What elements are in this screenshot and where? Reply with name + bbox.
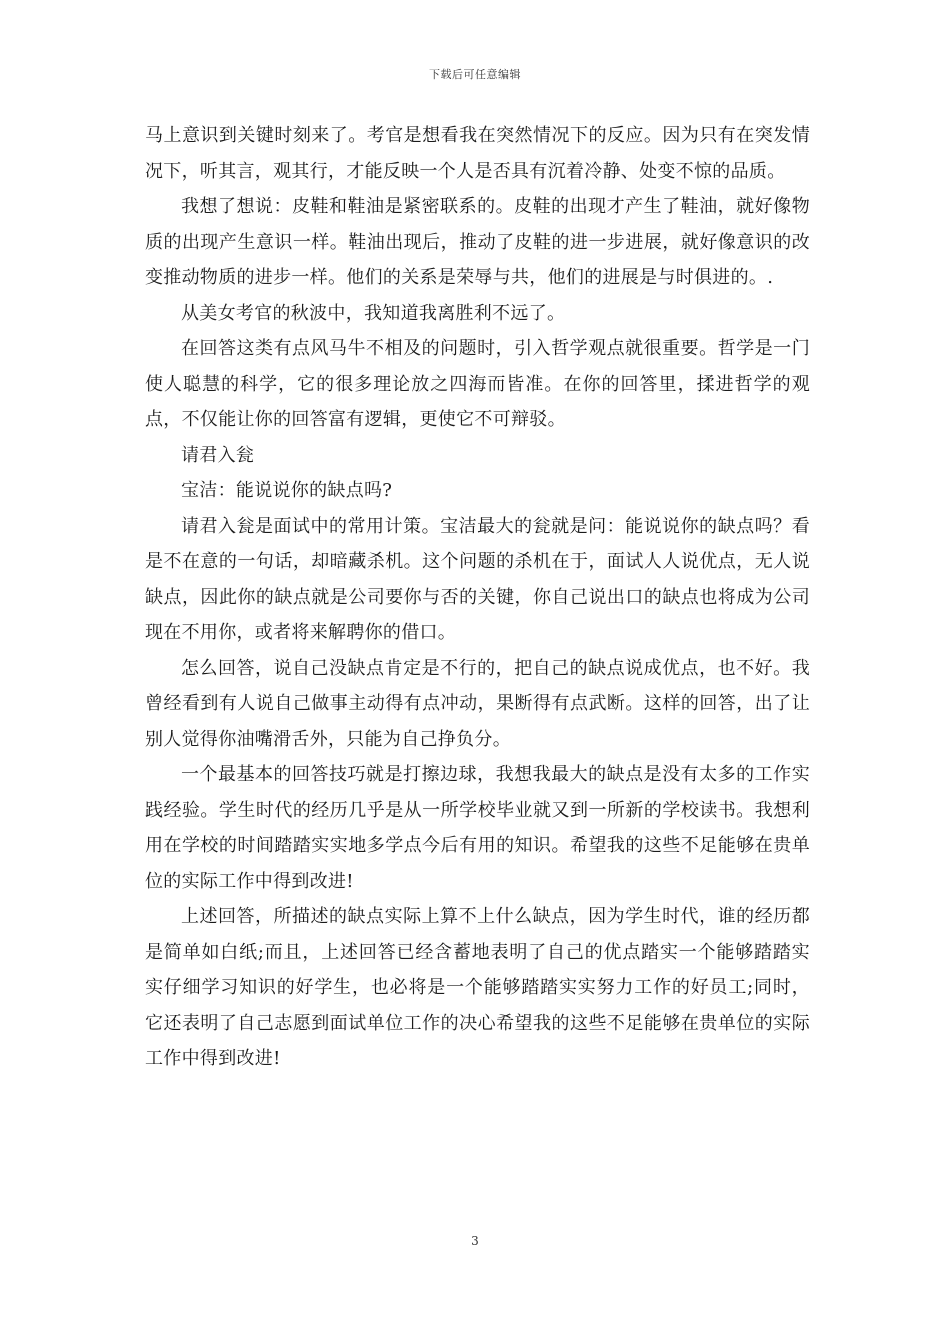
paragraph-3: 从美女考官的秋波中，我知道我离胜利不远了。 <box>181 302 566 324</box>
paragraph-9: 一个最基本的回答技巧就是打擦边球，我想我最大的缺点是没有太多的工作实践经验。学生时代的经历几乎是从一所学校毕业就又到一所新的学校读书。我想利用在学校的时间踏踏实实地多学点今后有用的知识。希望我的这些不足能够在贵单位的实际工作中得到改进! <box>145 764 810 892</box>
document-body <box>145 118 810 1077</box>
paragraph-2: 我想了想说：皮鞋和鞋油是紧密联系的。皮鞋的出现才产生了鞋油，就好像物质的出现产生意识一样。鞋油出现后，推动了皮鞋的进一步进展，就好像意识的改变推动物质的进步一样。他们的关系是荣辱与共，他们的进展是与时俱进的。. <box>145 196 810 288</box>
paragraph-7: 请君入瓮是面试中的常用计策。宝洁最大的瓮就是问：能说说你的缺点吗？看是不在意的一句话，却暗藏杀机。这个问题的杀机在于，面试人人说优点，无人说缺点，因此你的缺点就是公司要你与否的关键，你自己说出口的缺点也将成为公司现在不用你，或者将来解聘你的借口。 <box>145 515 810 643</box>
paragraph-8: 怎么回答，说自己没缺点肯定是不行的，把自己的缺点说成优点，也不好。我曾经看到有人说自己做事主动得有点冲动，果断得有点武断。这样的回答，出了让别人觉得你油嘴滑舌外，只能为自己挣负分。 <box>145 657 810 750</box>
paragraph-4: 在回答这类有点风马牛不相及的问题时，引入哲学观点就很重要。哲学是一门使人聪慧的科学，它的很多理论放之四海而皆准。在你的回答里，揉进哲学的观点，不仅能让你的回答富有逻辑，更使它不可辩驳。 <box>145 338 810 430</box>
section-heading: 请君入瓮 <box>181 444 255 466</box>
paragraph-1: 马上意识到关键时刻来了。考官是想看我在突然情况下的反应。因为只有在突发情况下，听其言，观其行，才能反映一个人是否具有沉着冷静、处变不惊的品质。 <box>145 125 810 182</box>
page-header-note: 下载后可任意编辑 <box>429 68 521 81</box>
paragraph-10: 上述回答，所描述的缺点实际上算不上什么缺点，因为学生时代，谁的经历都是简单如白纸;而且，上述回答已经含蓄地表明了自己的优点踏实一个能够踏踏实实仔细学习知识的好学生，也必将是一个能够踏踏实实努力工作的好员工;同时，它还表明了自己志愿到面试单位工作的决心希望我的这些不足能够在贵单位的实际工作中得到改进! <box>145 906 810 1069</box>
interview-question: 宝洁：能说说你的缺点吗? <box>181 480 393 501</box>
page-number: 3 <box>471 1234 479 1248</box>
